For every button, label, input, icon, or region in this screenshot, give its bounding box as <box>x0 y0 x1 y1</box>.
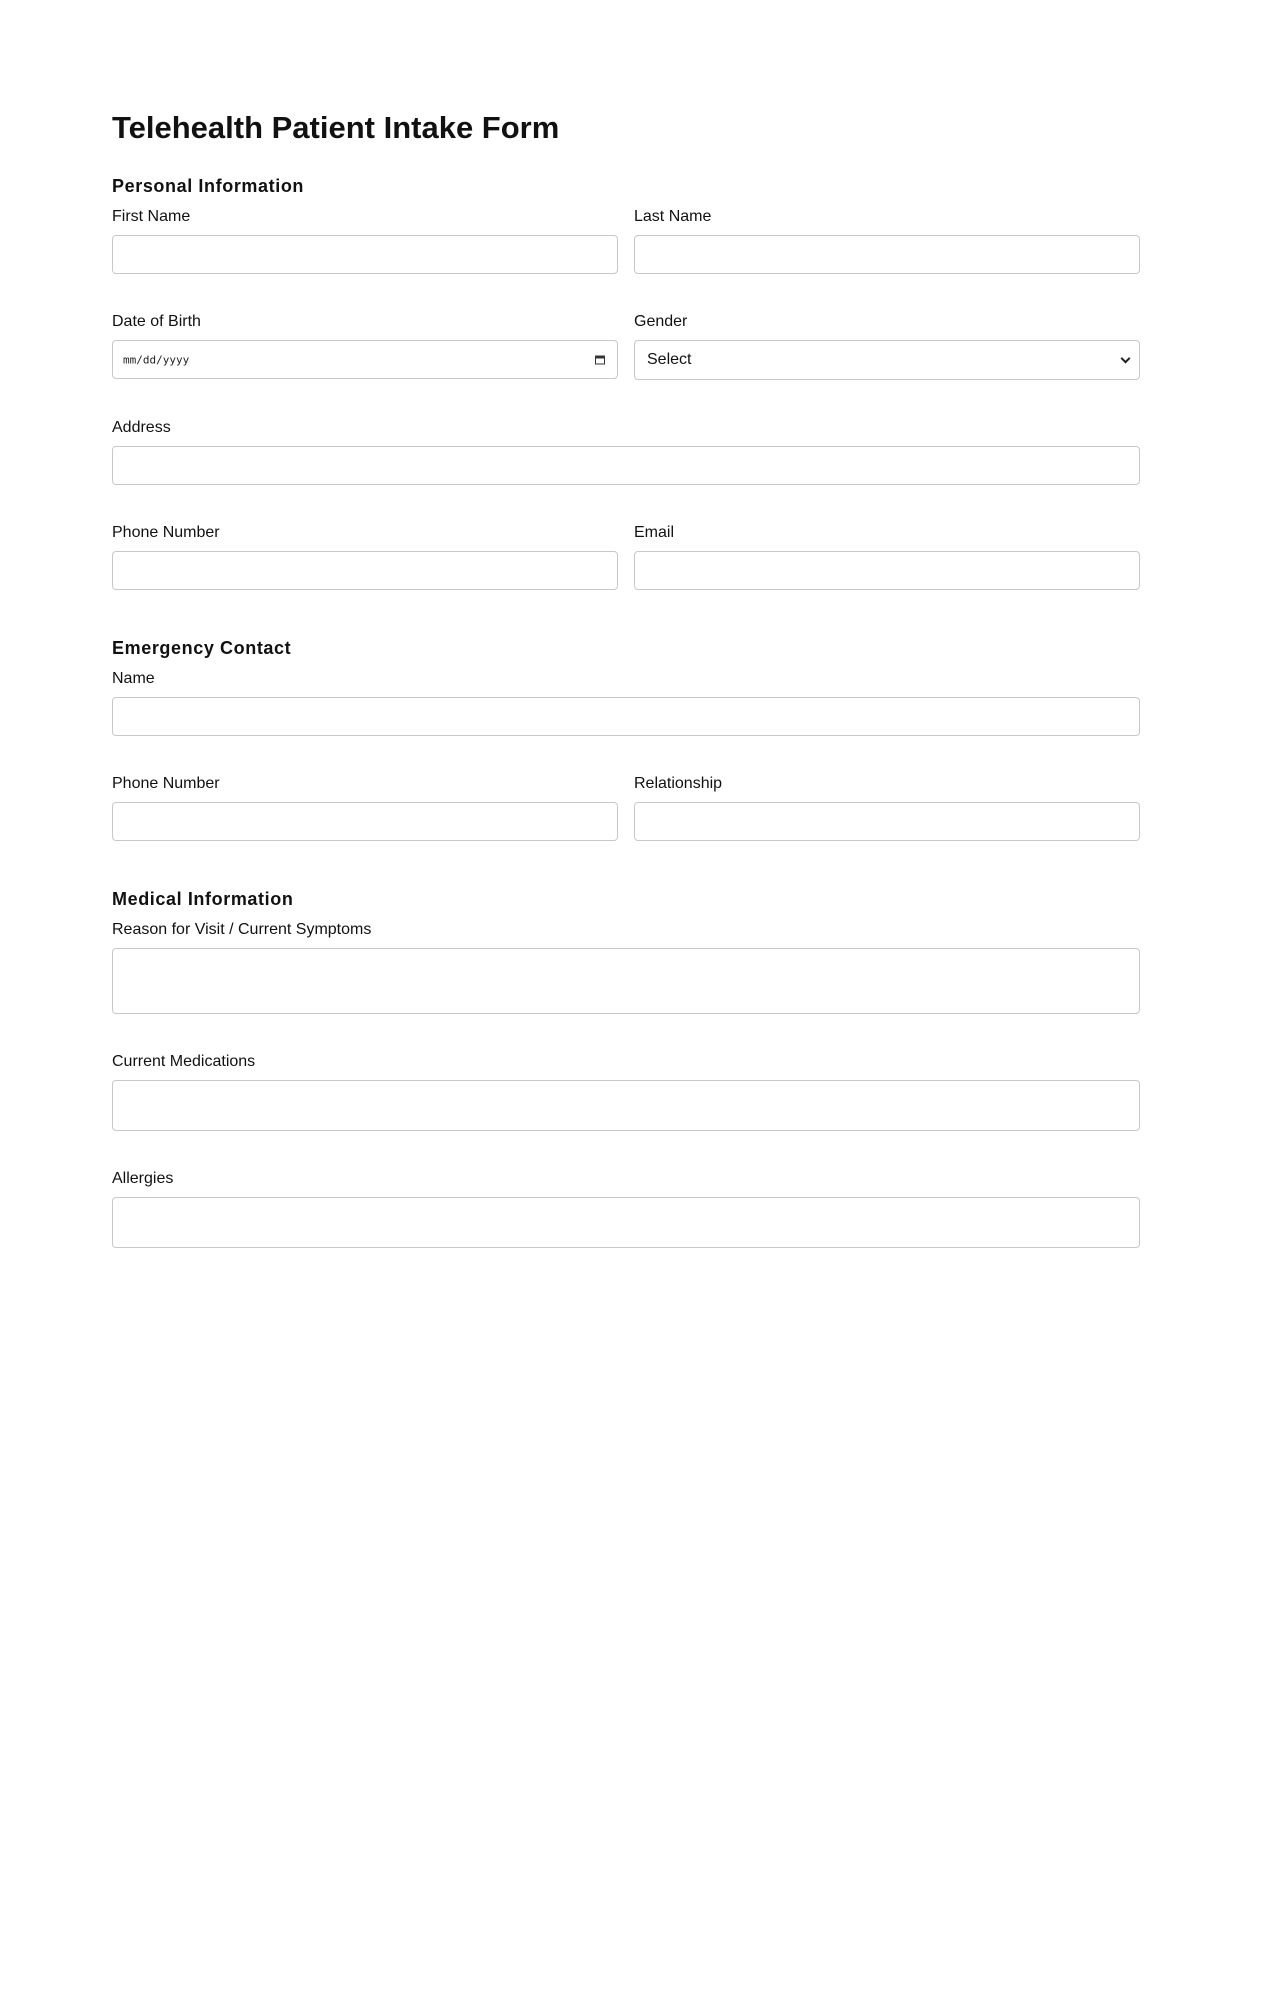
emergency-phone-input[interactable] <box>112 802 618 841</box>
medications-textarea[interactable] <box>112 1080 1140 1131</box>
chevron-down-icon <box>1121 354 1131 364</box>
dob-label: Date of Birth <box>112 313 201 330</box>
email-label: Email <box>634 524 675 541</box>
allergies-label: Allergies <box>112 1170 174 1187</box>
dob-placeholder: mm/dd/yyyy <box>123 353 190 366</box>
reason-label: Reason for Visit / Current Symptoms <box>112 921 372 938</box>
last-name-input[interactable] <box>634 235 1140 274</box>
section-personal-heading: Personal Information <box>112 176 305 196</box>
section-emergency-heading: Emergency Contact <box>112 638 292 658</box>
emergency-phone-label: Phone Number <box>112 775 220 792</box>
gender-label: Gender <box>634 313 688 330</box>
email-input[interactable] <box>634 551 1140 590</box>
gender-select[interactable] <box>634 340 1140 380</box>
medications-label: Current Medications <box>112 1053 256 1070</box>
gender-selected-value: Select <box>647 351 692 368</box>
phone-input[interactable] <box>112 551 618 590</box>
emergency-name-label: Name <box>112 670 155 687</box>
allergies-textarea[interactable] <box>112 1197 1140 1248</box>
last-name-label: Last Name <box>634 208 712 225</box>
reason-textarea[interactable] <box>112 948 1140 1014</box>
address-input[interactable] <box>112 446 1140 485</box>
relationship-input[interactable] <box>634 802 1140 841</box>
calendar-icon[interactable] <box>595 355 605 364</box>
first-name-label: First Name <box>112 208 191 225</box>
dob-input[interactable] <box>112 340 618 379</box>
page-title: Telehealth Patient Intake Form <box>112 110 560 145</box>
phone-label: Phone Number <box>112 524 220 541</box>
section-medical-heading: Medical Information <box>112 889 294 909</box>
address-label: Address <box>112 419 171 436</box>
emergency-name-input[interactable] <box>112 697 1140 736</box>
relationship-label: Relationship <box>634 775 723 792</box>
first-name-input[interactable] <box>112 235 618 274</box>
